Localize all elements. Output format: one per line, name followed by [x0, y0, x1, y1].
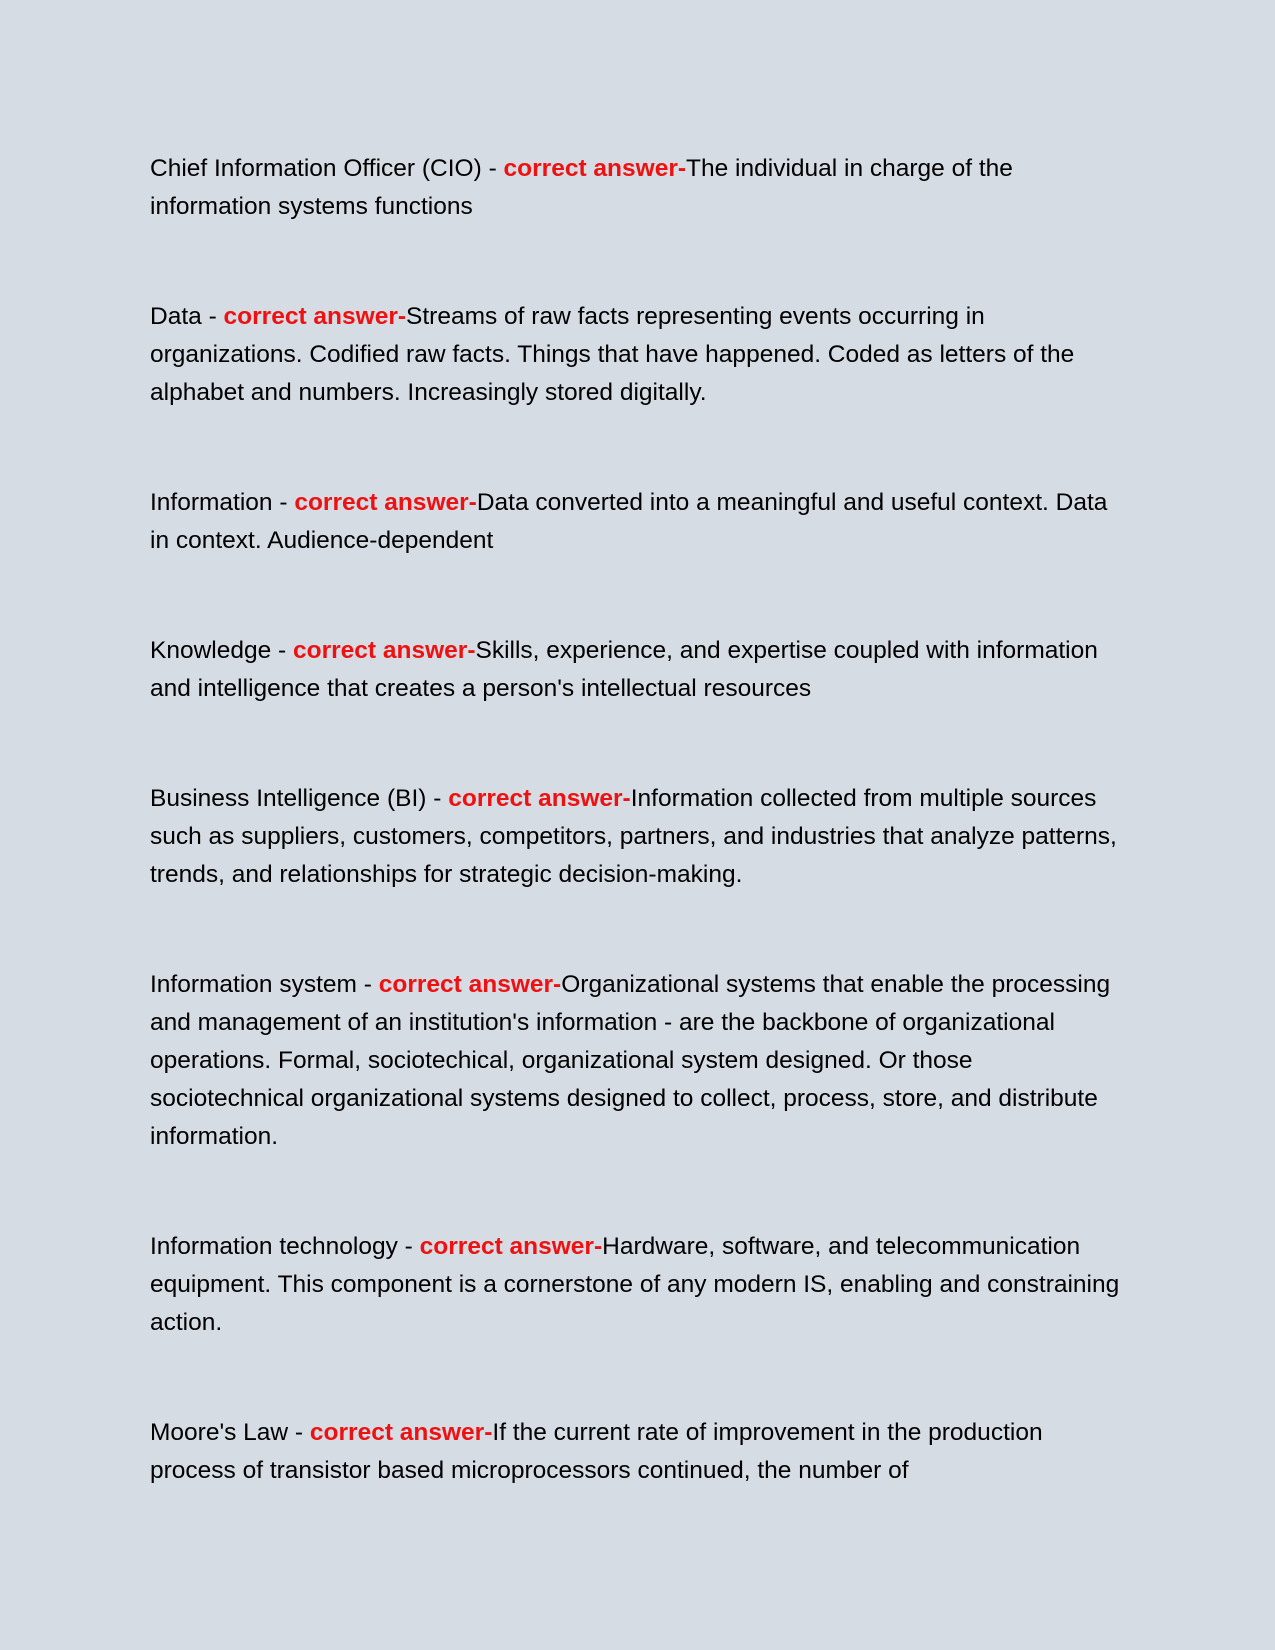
glossary-entry-knowledge [150, 632, 1130, 708]
entry-definition: Organizational systems that enable the processing and management of an institution's information - are the backbone of organizational operations. Formal, sociotechical, organizational system designed. Or those sociotechnical organizational systems designed to collect, process, store, and distribute information. [150, 971, 1111, 1150]
entry-definition: Information collected from multiple sources such as suppliers, customers, competitors, partners, and industries that analyze patterns, trends, and relationships for strategic decision-making. [150, 785, 1117, 888]
glossary-entry-information-system [150, 966, 1130, 1156]
entry-definition: Skills, experience, and expertise coupled with information and intelligence that creates a person's intellectual resources [150, 637, 1098, 702]
entry-definition: Hardware, software, and telecommunication equipment. This component is a cornerstone of any modern IS, enabling and constraining action. [150, 1233, 1120, 1336]
correct-answer-label: correct answer- [503, 155, 687, 182]
entry-definition: Data converted into a meaningful and useful context. Data in context. Audience-dependent [150, 489, 1108, 554]
correct-answer-label: correct answer- [223, 303, 407, 330]
entry-separator: - [272, 489, 295, 516]
entry-separator: - [426, 785, 449, 812]
correct-answer-label: correct answer- [419, 1233, 603, 1260]
entry-separator: - [356, 971, 379, 998]
correct-answer-label: correct answer- [293, 637, 476, 664]
correct-answer-label: correct answer- [448, 785, 631, 812]
entry-term: Data [150, 303, 202, 330]
entry-definition: Streams of raw facts representing events occurring in organizations. Codified raw facts. Things that have happened. Coded as letters of the alphabet and numbers. Increasingly stored digitally. [150, 303, 1075, 406]
entry-term: Chief Information Officer (CIO) [150, 155, 482, 182]
glossary-entry-data [150, 298, 1130, 412]
entry-separator: - [201, 303, 224, 330]
entry-term: Business Intelligence (BI) [150, 785, 427, 812]
entry-term: Information system [150, 971, 357, 998]
entry-separator: - [271, 637, 294, 664]
entry-separator: - [481, 155, 504, 182]
correct-answer-label: correct answer- [294, 489, 477, 516]
glossary-entry-information [150, 484, 1130, 560]
correct-answer-label: correct answer- [378, 971, 562, 998]
entry-term: Knowledge [150, 637, 272, 664]
entry-definition: If the current rate of improvement in the production process of transistor based microprocessors continued, the number of [150, 1419, 1043, 1484]
glossary-entry-moores-law [150, 1414, 1130, 1490]
glossary-entry-information-technology [150, 1228, 1130, 1342]
entry-definition: The individual in charge of the information systems functions [150, 155, 1013, 220]
entry-term: Moore's Law [150, 1419, 289, 1446]
entry-separator: - [288, 1419, 310, 1446]
correct-answer-label: correct answer- [309, 1419, 493, 1446]
glossary-entry-business-intelligence [150, 780, 1130, 894]
entry-separator: - [397, 1233, 420, 1260]
document-page [150, 150, 1130, 1562]
entry-term: Information [150, 489, 273, 516]
glossary-entry-cio [150, 150, 1130, 226]
entry-term: Information technology [150, 1233, 398, 1260]
